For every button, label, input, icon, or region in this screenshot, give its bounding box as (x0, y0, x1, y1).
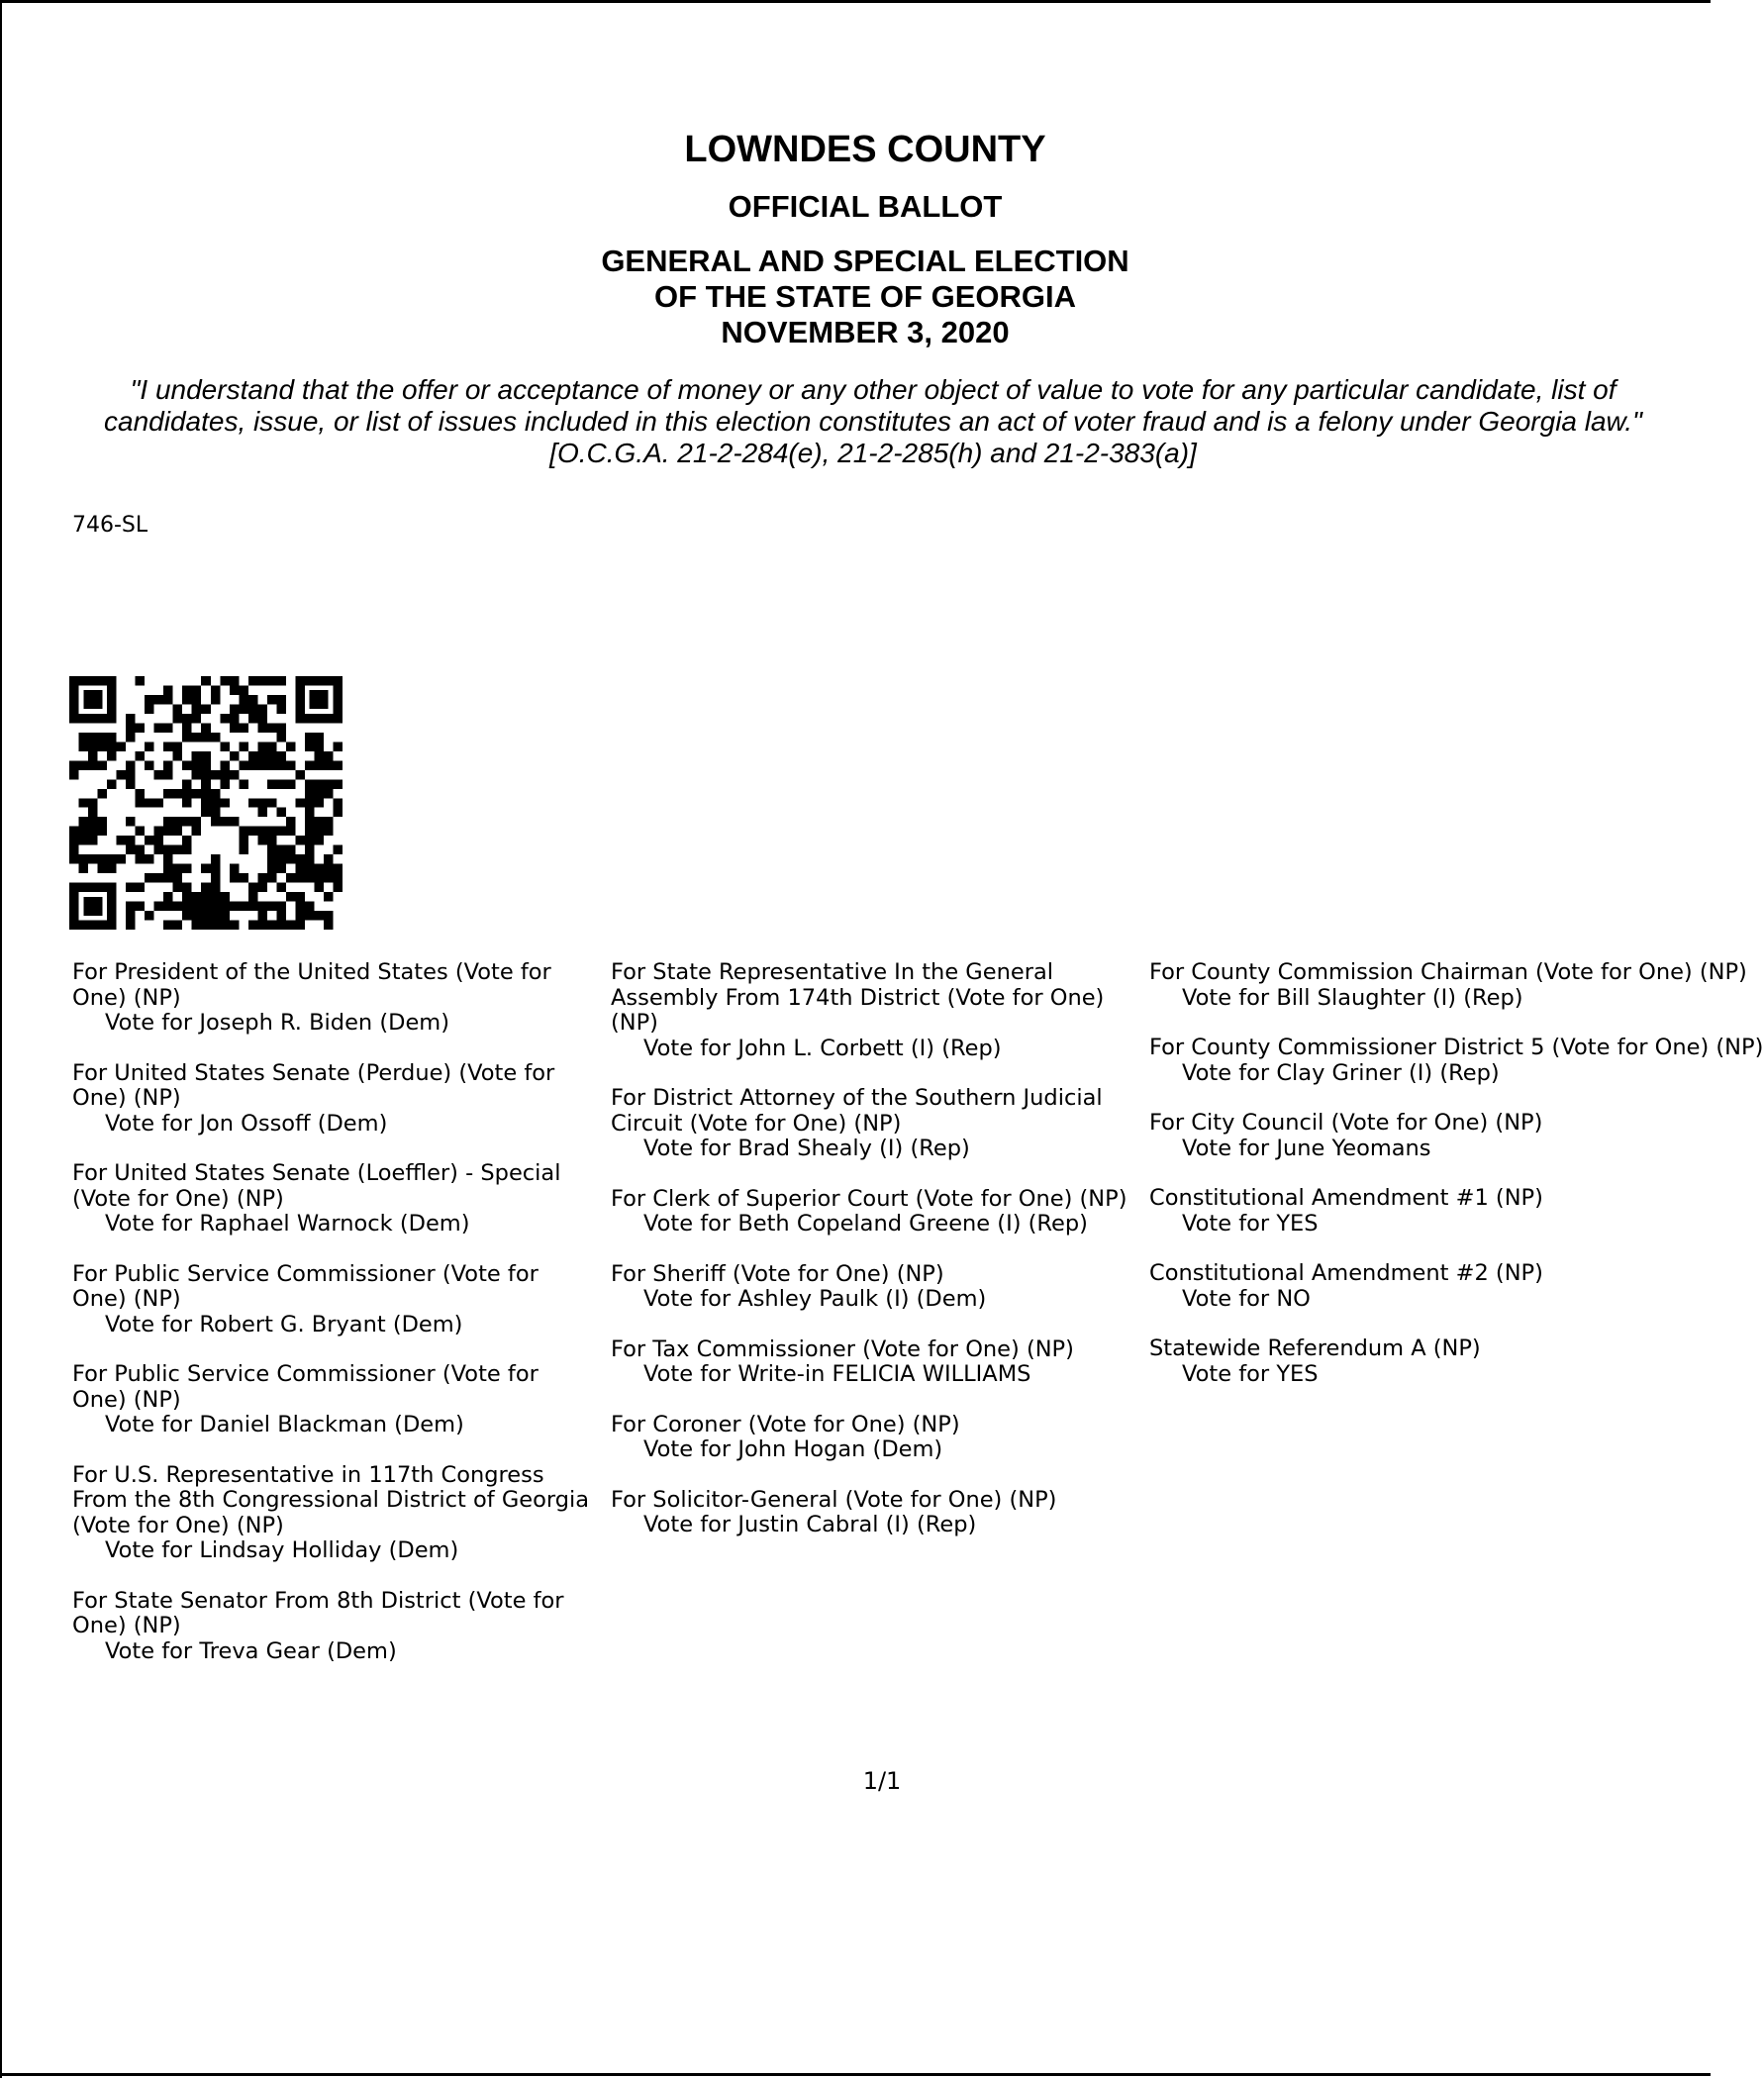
race-selection: Vote for Joseph R. Biden (Dem) (105, 1010, 449, 1036)
race-selection: Vote for Write-in FELICIA WILLIAMS (643, 1361, 1031, 1387)
race-selection: Vote for June Yeomans (1182, 1135, 1431, 1161)
race-entry (72, 1061, 597, 1138)
race-entry (611, 1413, 1150, 1463)
race-title: For State Representative In the General Assembly From 174th District (Vote for One) (NP) (611, 959, 1105, 1036)
ballot-title: OFFICIAL BALLOT (728, 189, 1003, 224)
race-entry (72, 960, 597, 1037)
race-title: For City Council (Vote for One) (NP) (1149, 1110, 1543, 1136)
race-entry (1149, 959, 1747, 1011)
race-entry (611, 1488, 1150, 1538)
race-selection: Vote for Robert G. Bryant (Dem) (105, 1311, 463, 1337)
race-selection: Vote for Treva Gear (Dem) (105, 1637, 397, 1664)
race-entry (611, 1187, 1150, 1237)
race-title: For United States Senate (Perdue) (Vote for One) (NP) (72, 1059, 555, 1111)
race-selection: Vote for Ashley Paulk (I) (Dem) (643, 1286, 987, 1312)
race-entry (611, 1086, 1150, 1162)
race-entry (1149, 1111, 1664, 1161)
race-entry (1149, 1035, 1764, 1086)
race-entry (611, 1337, 1150, 1388)
ballot-style-code: 746-SL (72, 513, 148, 538)
races-column-2 (611, 960, 1150, 1563)
race-title: For Public Service Commissioner (Vote for One) (NP) (72, 1260, 539, 1312)
race-selection: Vote for YES (1182, 1360, 1319, 1387)
race-title: For Clerk of Superior Court (Vote for One) (NP) (611, 1185, 1127, 1212)
qr-code (69, 676, 343, 930)
race-title: For County Commissioner District 5 (Vote for One) (NP) (1149, 1035, 1764, 1060)
race-title: Constitutional Amendment #1 (NP) (1149, 1185, 1543, 1211)
race-selection: Vote for Lindsay Holliday (Dem) (105, 1537, 459, 1563)
races-column-1 (72, 960, 597, 1689)
race-entry (72, 1262, 597, 1338)
county-title: LOWNDES COUNTY (684, 129, 1046, 170)
race-selection: Vote for Brad Shealy (I) (Rep) (643, 1136, 970, 1161)
race-selection: Vote for John L. Corbett (I) (Rep) (643, 1035, 1002, 1061)
race-selection: Vote for Beth Copeland Greene (I) (Rep) (643, 1211, 1088, 1237)
page-number: 1/1 (862, 1767, 902, 1795)
race-selection: Vote for YES (1182, 1210, 1319, 1237)
race-selection: Vote for Daniel Blackman (Dem) (105, 1412, 464, 1437)
race-title: For U.S. Representative in 117th Congress From the 8th Congressional District of Georgia (Vote for One) (NP) (72, 1461, 590, 1538)
race-selection: Vote for Clay Griner (I) (Rep) (1182, 1059, 1500, 1086)
race-entry (1149, 1261, 1664, 1312)
page-top-border (0, 0, 1711, 3)
race-entry (611, 1262, 1150, 1313)
race-entry (72, 1161, 597, 1237)
race-title: For Sheriff (Vote for One) (NP) (611, 1260, 944, 1287)
race-title: For County Commission Chairman (Vote for One) (NP) (1149, 959, 1747, 985)
voter-oath-statement: "I understand that the offer or acceptance of money or any other object of value to vote for any particular candidate, list of candidates, issue, or list of issues included in this election constitutes an act of voter fraud and is a felony under Georgia law." [O.C.G.A. 21-2-284(e), 21-2-285(h) and 21-2-383(a)] (104, 374, 1642, 468)
race-entry (611, 960, 1150, 1061)
election-title-line-1: GENERAL AND SPECIAL ELECTION (601, 244, 1129, 278)
election-title (0, 244, 1730, 350)
race-selection: Vote for Raphael Warnock (Dem) (105, 1211, 470, 1237)
race-entry (72, 1362, 597, 1438)
races-column-3 (1149, 959, 1764, 1412)
race-selection: Vote for NO (1182, 1285, 1311, 1312)
race-entry (72, 1589, 597, 1665)
race-selection: Vote for Justin Cabral (I) (Rep) (643, 1512, 977, 1537)
race-title: For President of the United States (Vote for One) (NP) (72, 959, 551, 1011)
race-title: For Solicitor-General (Vote for One) (NP) (611, 1486, 1057, 1513)
race-selection: Vote for John Hogan (Dem) (643, 1436, 943, 1462)
race-selection: Vote for Jon Ossoff (Dem) (105, 1110, 388, 1137)
race-title: For District Attorney of the Southern Judicial Circuit (Vote for One) (NP) (611, 1085, 1103, 1137)
race-title: For State Senator From 8th District (Vote for One) (NP) (72, 1587, 564, 1638)
race-entry (72, 1463, 597, 1564)
race-title: For Public Service Commissioner (Vote for One) (NP) (72, 1361, 539, 1413)
race-entry (1149, 1186, 1664, 1237)
election-date: NOVEMBER 3, 2020 (721, 315, 1010, 349)
race-title: For Coroner (Vote for One) (NP) (611, 1411, 960, 1437)
page-bottom-border (0, 2073, 1711, 2076)
race-title: Statewide Referendum A (NP) (1149, 1336, 1481, 1361)
race-selection: Vote for Bill Slaughter (I) (Rep) (1182, 984, 1523, 1011)
race-entry (1149, 1336, 1664, 1387)
election-title-line-2: OF THE STATE OF GEORGIA (654, 279, 1076, 314)
race-title: For Tax Commissioner (Vote for One) (NP) (611, 1336, 1074, 1362)
race-title: For United States Senate (Loeffler) - Special (Vote for One) (NP) (72, 1160, 561, 1212)
race-title: Constitutional Amendment #2 (NP) (1149, 1260, 1543, 1286)
